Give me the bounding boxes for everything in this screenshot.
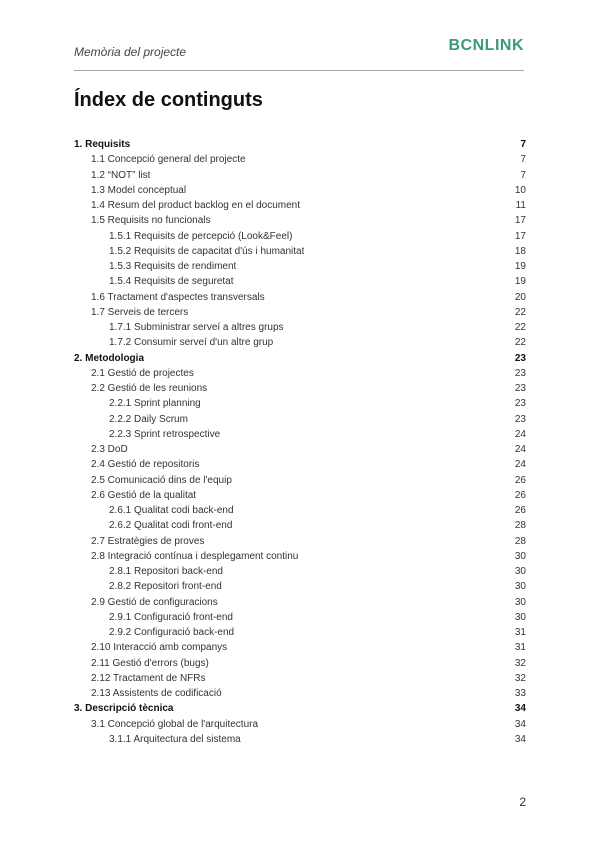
table-of-contents — [74, 137, 526, 747]
toc-entry-page-number: 7 — [520, 139, 526, 151]
toc-entry[interactable] — [74, 564, 526, 579]
toc-entry-label: 2.9.1 Configuració front-end — [109, 611, 233, 623]
toc-entry[interactable] — [74, 320, 526, 335]
toc-entry-label: 2.9.2 Configuració back-end — [109, 627, 235, 639]
page-number: 2 — [519, 795, 526, 809]
toc-entry[interactable] — [74, 717, 526, 732]
toc-entry-label: 1.7.1 Subministrar serveí a altres grups — [109, 322, 284, 334]
toc-entry-label: 2.13 Assistents de codificació — [91, 688, 222, 700]
toc-entry-page-number: 31 — [514, 642, 526, 654]
toc-entry-page-number: 17 — [514, 230, 526, 242]
toc-entry[interactable] — [74, 381, 526, 396]
toc-entry-label: 1.7.2 Consumir serveí d'un altre grup — [109, 337, 274, 349]
toc-entry[interactable] — [74, 152, 526, 167]
toc-entry[interactable] — [74, 305, 526, 320]
toc-entry-page-number: 30 — [514, 581, 526, 593]
toc-entry[interactable] — [74, 488, 526, 503]
toc-entry-page-number: 23 — [514, 367, 526, 379]
toc-entry[interactable] — [74, 656, 526, 671]
toc-entry[interactable] — [74, 701, 526, 716]
toc-entry-label: 1.5 Requisits no funcionals — [91, 215, 211, 227]
toc-entry[interactable] — [74, 579, 526, 594]
toc-entry-label: 2.9 Gestió de configuracions — [91, 596, 218, 608]
toc-entry-label: 2.5 Comunicació dins de l'equip — [91, 474, 232, 486]
toc-entry-page-number: 7 — [520, 154, 526, 166]
toc-entry-label: 1.5.3 Requisits de rendiment — [109, 261, 237, 273]
toc-entry[interactable] — [74, 351, 526, 366]
toc-entry-page-number: 34 — [514, 703, 526, 715]
toc-entry-page-number: 22 — [514, 337, 526, 349]
document-title: Memòria del projecte — [74, 45, 187, 59]
bcnlink-logo: BCNLINK — [448, 37, 524, 54]
toc-entry-label: 2.2.3 Sprint retrospective — [109, 428, 221, 440]
toc-entry[interactable] — [74, 457, 526, 472]
toc-entry-label: 1.6 Tractament d'aspectes transversals — [91, 291, 265, 303]
toc-entry-label: 3. Descripció tècnica — [74, 703, 174, 715]
toc-entry[interactable] — [74, 625, 526, 640]
toc-entry-page-number: 20 — [514, 291, 526, 303]
toc-entry[interactable] — [74, 732, 526, 747]
toc-entry-page-number: 30 — [514, 611, 526, 623]
toc-entry-label: 2.4 Gestió de repositoris — [91, 459, 200, 471]
toc-entry[interactable] — [74, 183, 526, 198]
toc-entry[interactable] — [74, 168, 526, 183]
toc-entry[interactable] — [74, 213, 526, 228]
toc-entry[interactable] — [74, 534, 526, 549]
toc-entry[interactable] — [74, 610, 526, 625]
toc-entry-page-number: 19 — [514, 261, 526, 273]
toc-entry-label: 2.6.2 Qualitat codi front-end — [109, 520, 233, 532]
toc-entry-label: 2.2.1 Sprint planning — [109, 398, 201, 410]
toc-entry-page-number: 23 — [514, 413, 526, 425]
toc-entry-label: 2.1 Gestió de projectes — [91, 367, 194, 379]
page-title: Índex de continguts — [74, 89, 263, 111]
toc-entry-page-number: 26 — [514, 474, 526, 486]
toc-entry-label: 2.7 Estratègies de proves — [91, 535, 205, 547]
toc-entry-page-number: 23 — [514, 352, 526, 364]
toc-entry[interactable] — [74, 259, 526, 274]
toc-entry-label: 2.2 Gestió de les reunions — [91, 383, 208, 395]
toc-entry-label: 2.8.2 Repositori front-end — [109, 581, 222, 593]
toc-entry-label: 1.5.1 Requisits de percepció (Look&Feel) — [109, 230, 293, 242]
toc-entry-label: 1.7 Serveis de tercers — [91, 306, 189, 318]
toc-entry-label: 2.11 Gestió d'errors (bugs) — [91, 657, 209, 669]
toc-entry-label: 2.10 Interacció amb companys — [91, 642, 228, 654]
toc-entry[interactable] — [74, 198, 526, 213]
toc-entry-label: 1.5.2 Requisits de capacitat d'ús i humanitat — [109, 245, 305, 257]
toc-entry-page-number: 32 — [514, 657, 526, 669]
toc-entry[interactable] — [74, 671, 526, 686]
toc-entry-label: 1.1 Concepció general del projecte — [91, 154, 246, 166]
toc-entry[interactable] — [74, 229, 526, 244]
toc-entry-page-number: 23 — [514, 398, 526, 410]
toc-entry-label: 1.5.4 Requisits de seguretat — [109, 276, 234, 288]
toc-entry-page-number: 22 — [514, 322, 526, 334]
toc-entry[interactable] — [74, 412, 526, 427]
toc-entry-page-number: 24 — [514, 428, 526, 440]
toc-entry-label: 2.3 DoD — [91, 444, 128, 456]
toc-entry-page-number: 24 — [514, 459, 526, 471]
toc-entry-page-number: 34 — [514, 718, 526, 730]
toc-entry-label: 2. Metodologia — [74, 352, 144, 364]
toc-entry-page-number: 30 — [514, 596, 526, 608]
toc-entry-page-number: 17 — [514, 215, 526, 227]
toc-entry-page-number: 24 — [514, 444, 526, 456]
toc-entry-label: 2.6.1 Qualitat codi back-end — [109, 505, 234, 517]
toc-entry-label: 1.3 Model conceptual — [91, 184, 187, 196]
toc-entry-page-number: 18 — [514, 245, 526, 257]
toc-entry-label: 1.2 “NOT” list — [91, 169, 151, 181]
toc-entry-label: 1. Requisits — [74, 139, 131, 151]
toc-entry[interactable] — [74, 137, 526, 152]
toc-entry[interactable] — [74, 518, 526, 533]
toc-entry-label: 2.8 Integració contínua i desplegament continu — [91, 550, 299, 562]
toc-entry[interactable] — [74, 503, 526, 518]
toc-entry-page-number: 11 — [515, 200, 526, 212]
toc-entry[interactable] — [74, 640, 526, 655]
toc-entry-label: 2.12 Tractament de NFRs — [91, 672, 206, 684]
toc-entry-page-number: 10 — [514, 184, 526, 196]
toc-entry-page-number: 23 — [514, 383, 526, 395]
toc-entry-label: 3.1.1 Arquitectura del sistema — [109, 733, 241, 745]
toc-entry-page-number: 33 — [514, 688, 526, 700]
toc-entry-page-number: 26 — [514, 489, 526, 501]
toc-entry[interactable] — [74, 427, 526, 442]
toc-entry-page-number: 7 — [520, 169, 526, 181]
toc-entry-page-number: 22 — [514, 306, 526, 318]
toc-entry-label: 2.6 Gestió de la qualitat — [91, 489, 197, 501]
toc-entry-label: 2.8.1 Repositori back-end — [109, 566, 223, 578]
toc-entry-label: 2.2.2 Daily Scrum — [109, 413, 188, 425]
toc-entry[interactable] — [74, 335, 526, 350]
toc-entry-page-number: 26 — [514, 505, 526, 517]
toc-entry[interactable] — [74, 366, 526, 381]
header-divider — [74, 70, 524, 71]
toc-entry[interactable] — [74, 274, 526, 289]
toc-entry[interactable] — [74, 396, 526, 411]
toc-entry[interactable] — [74, 595, 526, 610]
toc-entry-label: 1.4 Resum del product backlog en el document — [91, 200, 301, 212]
toc-entry-page-number: 28 — [514, 520, 526, 532]
toc-entry-page-number: 28 — [514, 535, 526, 547]
toc-entry-page-number: 34 — [514, 733, 526, 745]
toc-entry-page-number: 30 — [514, 550, 526, 562]
toc-entry-label: 3.1 Concepció global de l'arquitectura — [91, 718, 259, 730]
toc-entry-page-number: 32 — [514, 672, 526, 684]
toc-entry-page-number: 31 — [514, 627, 526, 639]
toc-entry[interactable] — [74, 244, 526, 259]
toc-entry[interactable] — [74, 549, 526, 564]
toc-entry[interactable] — [74, 442, 526, 457]
toc-entry-page-number: 30 — [514, 566, 526, 578]
toc-entry[interactable] — [74, 686, 526, 701]
toc-entry[interactable] — [74, 473, 526, 488]
toc-entry[interactable] — [74, 290, 526, 305]
toc-entry-page-number: 19 — [514, 276, 526, 288]
